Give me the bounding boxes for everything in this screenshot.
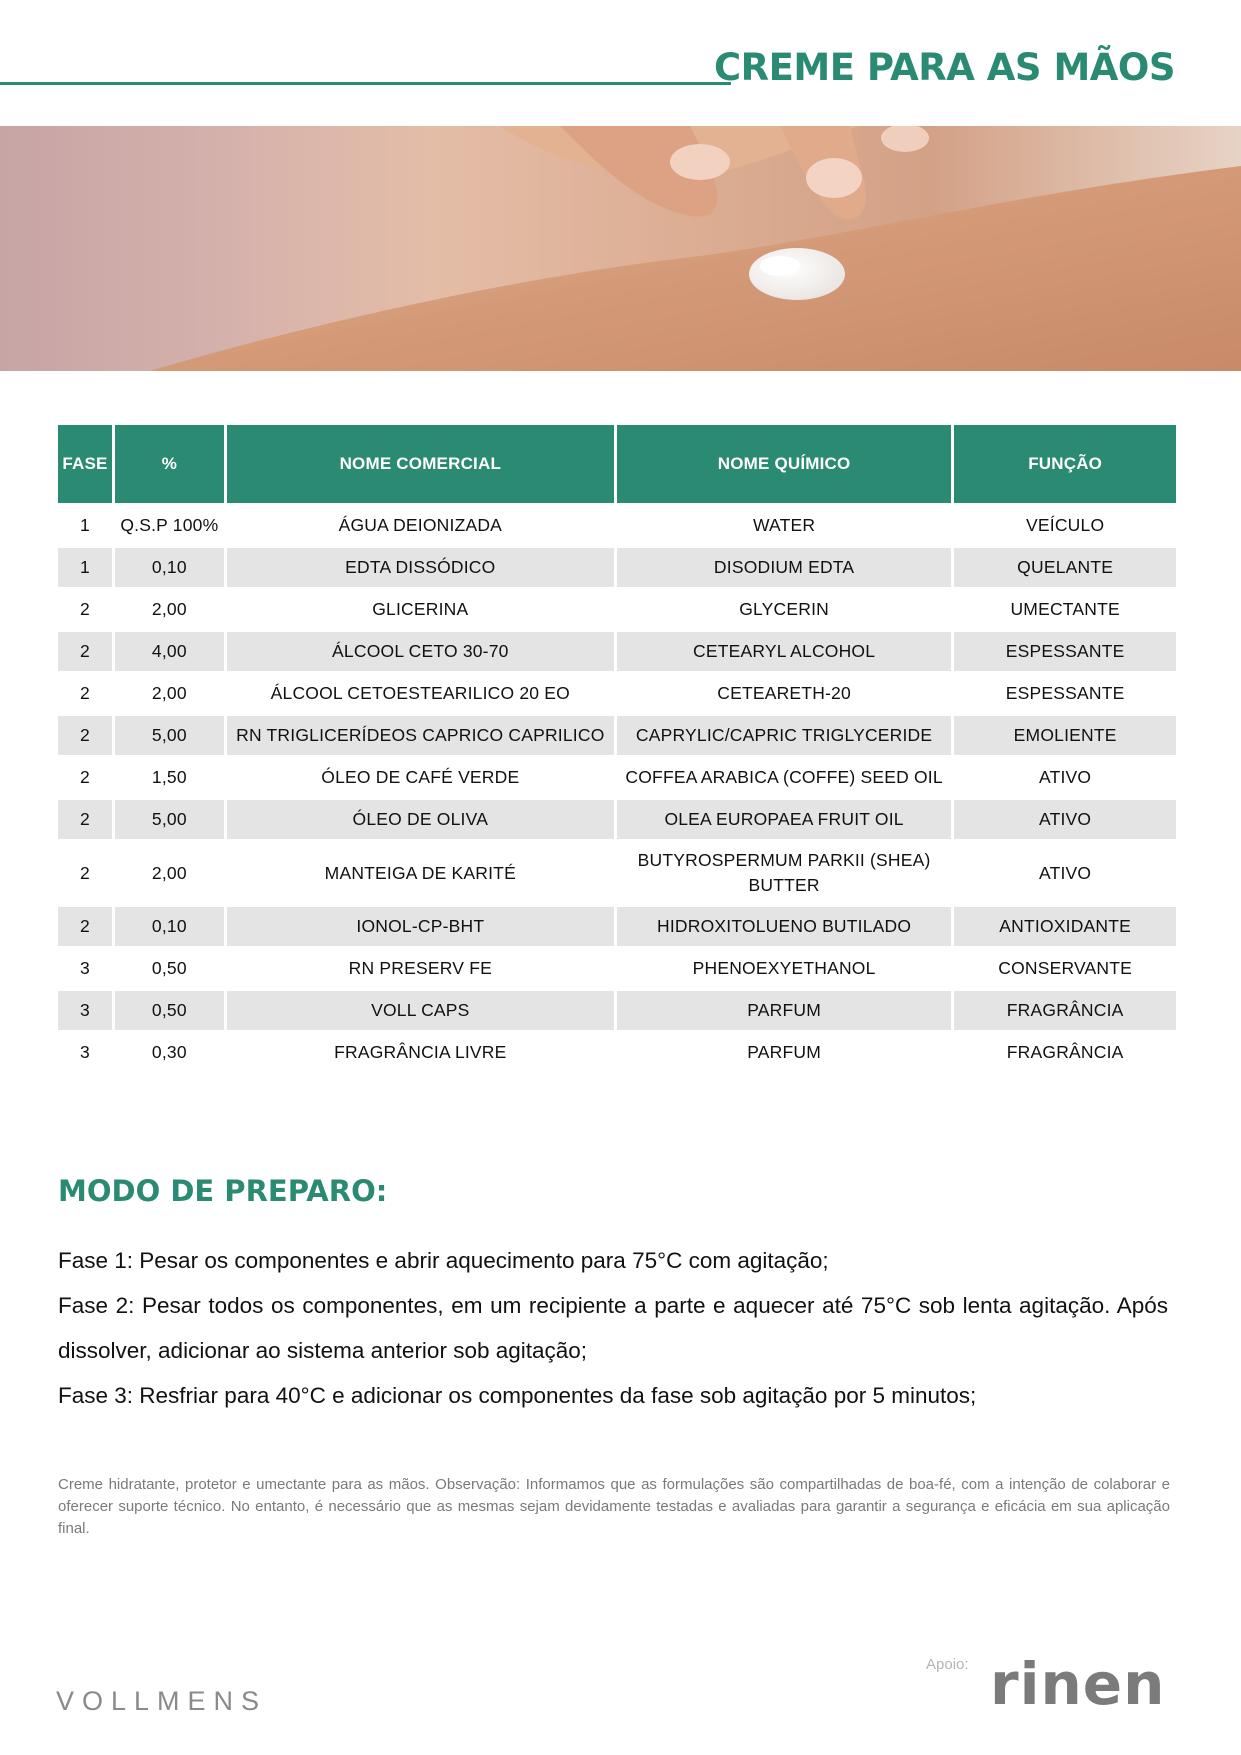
cell-nome-quimico: PARFUM xyxy=(617,991,951,1030)
cell-funcao: FRAGRÂNCIA xyxy=(1006,1042,1124,1062)
hero-image-hand-cream xyxy=(0,126,1241,371)
table-row xyxy=(58,949,1176,988)
vollmens-logo: VOLLMENS xyxy=(56,1686,268,1716)
cell-funcao: ATIVO xyxy=(1039,767,1092,787)
cell-funcao: EMOLIENTE xyxy=(954,716,1176,755)
cell-fase: 2 xyxy=(58,716,112,755)
cell-fase: 2 xyxy=(58,907,112,946)
column-header-nome-quimico: NOME QUÍMICO xyxy=(617,425,951,503)
table-header-row xyxy=(58,425,1176,503)
cell-nome-comercial: ÁGUA DEIONIZADA xyxy=(338,515,503,535)
cell-percent: 0,10 xyxy=(115,548,224,587)
cell-nome-comercial: MANTEIGA DE KARITÉ xyxy=(324,862,516,883)
cell-funcao: ATIVO xyxy=(954,800,1176,839)
cell-fase: 2 xyxy=(80,767,90,787)
cell-percent: 2,00 xyxy=(151,862,187,883)
cell-nome-comercial: ÓLEO DE OLIVA xyxy=(227,800,614,839)
cell-fase: 3 xyxy=(80,958,90,978)
cell-nome-quimico: CETEARYL ALCOHOL xyxy=(617,632,951,671)
table-row xyxy=(58,674,1176,713)
cell-nome-quimico: HIDROXITOLUENO BUTILADO xyxy=(617,907,951,946)
cell-nome-quimico: CAPRYLIC/CAPRIC TRIGLYCERIDE xyxy=(617,716,951,755)
table-row xyxy=(58,632,1176,671)
cell-percent: 1,50 xyxy=(151,767,187,787)
cell-nome-quimico: COFFEA ARABICA (COFFE) SEED OIL xyxy=(625,767,943,787)
cell-nome-comercial: RN TRIGLICERÍDEOS CAPRICO CAPRILICO xyxy=(227,716,614,755)
column-header-percent: % xyxy=(115,425,224,503)
table-row xyxy=(58,758,1176,797)
table-row xyxy=(58,842,1176,904)
cell-fase: 2 xyxy=(58,800,112,839)
cell-nome-comercial: EDTA DISSÓDICO xyxy=(227,548,614,587)
prep-step-1: Fase 1: Pesar os componentes e abrir aquecimento para 75°C com agitação; xyxy=(58,1248,829,1273)
table-row xyxy=(58,1033,1176,1072)
header-rule xyxy=(0,82,731,85)
cell-fase: 3 xyxy=(80,1042,90,1062)
cell-fase: 2 xyxy=(80,683,90,703)
cell-percent: 0,30 xyxy=(151,1042,187,1062)
cell-nome-comercial: IONOL-CP-BHT xyxy=(227,907,614,946)
rinen-logo: rinen xyxy=(990,1650,1166,1718)
cell-nome-quimico: GLYCERIN xyxy=(739,599,829,619)
prep-step-2: Fase 2: Pesar todos os componentes, em um recipiente a parte e aquecer até 75°C sob lenta agitação. Após dissolver, adicionar ao sistema anterior sob agitação; xyxy=(58,1293,1168,1363)
cell-percent: 0,50 xyxy=(151,958,187,978)
table-row xyxy=(58,991,1176,1030)
cell-nome-comercial: ÁLCOOL CETO 30-70 xyxy=(227,632,614,671)
cell-nome-comercial: RN PRESERV FE xyxy=(348,958,492,978)
cell-nome-quimico: PARFUM xyxy=(747,1042,821,1062)
cell-percent: 2,00 xyxy=(151,599,187,619)
cell-funcao: ATIVO xyxy=(1039,862,1092,883)
cell-percent: 0,10 xyxy=(115,907,224,946)
cell-nome-quimico: CETEARETH-20 xyxy=(717,683,851,703)
cell-percent: 5,00 xyxy=(115,800,224,839)
cell-nome-comercial: FRAGRÂNCIA LIVRE xyxy=(334,1042,507,1062)
cell-percent: 0,50 xyxy=(115,991,224,1030)
cell-nome-quimico: DISODIUM EDTA xyxy=(617,548,951,587)
page-title: CREME PARA AS MÃOS xyxy=(714,46,1175,89)
table-row xyxy=(58,506,1176,545)
column-header-nome-comercial: NOME COMERCIAL xyxy=(227,425,614,503)
cell-nome-quimico: PHENOEXYETHANOL xyxy=(692,958,876,978)
cell-fase: 1 xyxy=(58,548,112,587)
cell-funcao: ESPESSANTE xyxy=(1005,683,1125,703)
cell-nome-quimico: BUTYROSPERMUM PARKII (SHEA) BUTTER xyxy=(637,850,931,895)
prep-step-3: Fase 3: Resfriar para 40°C e adicionar os componentes da fase sob agitação por 5 minutos; xyxy=(58,1383,977,1408)
cell-funcao: ESPESSANTE xyxy=(954,632,1176,671)
cell-funcao: QUELANTE xyxy=(954,548,1176,587)
cell-nome-comercial: VOLL CAPS xyxy=(227,991,614,1030)
table-row xyxy=(58,716,1176,755)
cell-funcao: FRAGRÂNCIA xyxy=(954,991,1176,1030)
table-row xyxy=(58,907,1176,946)
cell-fase: 2 xyxy=(80,599,90,619)
cell-fase: 3 xyxy=(58,991,112,1030)
cell-fase: 2 xyxy=(58,632,112,671)
hand-cream-illustration xyxy=(0,126,1241,371)
disclaimer-footnote: Creme hidratante, protetor e umectante para as mãos. Observação: Informamos que as formulações são compartilhadas de boa-fé, com a intenção de colaborar e oferecer suporte técnico. No entanto, é necessário que as mesmas sejam devidamente testadas e avaliadas para garantir a segurança e eficácia em sua aplicação final. xyxy=(58,1476,1170,1537)
table-row xyxy=(58,800,1176,839)
column-header-fase: FASE xyxy=(58,425,112,503)
cell-nome-quimico: OLEA EUROPAEA FRUIT OIL xyxy=(617,800,951,839)
column-header-funcao: FUNÇÃO xyxy=(954,425,1176,503)
table-row xyxy=(58,590,1176,629)
formula-table xyxy=(55,422,1179,1075)
cell-nome-quimico: WATER xyxy=(752,515,816,535)
cell-fase: 1 xyxy=(80,515,90,535)
cell-fase: 2 xyxy=(80,862,90,883)
cell-percent: 2,00 xyxy=(151,683,187,703)
cell-percent: 5,00 xyxy=(115,716,224,755)
support-label: Apoio: xyxy=(926,1656,969,1673)
cell-percent: Q.S.P 100% xyxy=(120,515,219,535)
cell-nome-comercial: ÁLCOOL CETOESTEARILICO 20 EO xyxy=(270,683,570,703)
table-row xyxy=(58,548,1176,587)
cell-nome-comercial: ÓLEO DE CAFÉ VERDE xyxy=(321,767,520,787)
formula-table-container xyxy=(58,422,1182,1075)
cell-funcao: CONSERVANTE xyxy=(998,958,1133,978)
cell-percent: 4,00 xyxy=(115,632,224,671)
cell-funcao: VEÍCULO xyxy=(1026,515,1105,535)
prep-steps-list xyxy=(58,1238,1168,1418)
cell-funcao: ANTIOXIDANTE xyxy=(954,907,1176,946)
cell-funcao: UMECTANTE xyxy=(1010,599,1120,619)
cell-nome-comercial: GLICERINA xyxy=(372,599,469,619)
prep-section-title: MODO DE PREPARO: xyxy=(58,1174,388,1208)
